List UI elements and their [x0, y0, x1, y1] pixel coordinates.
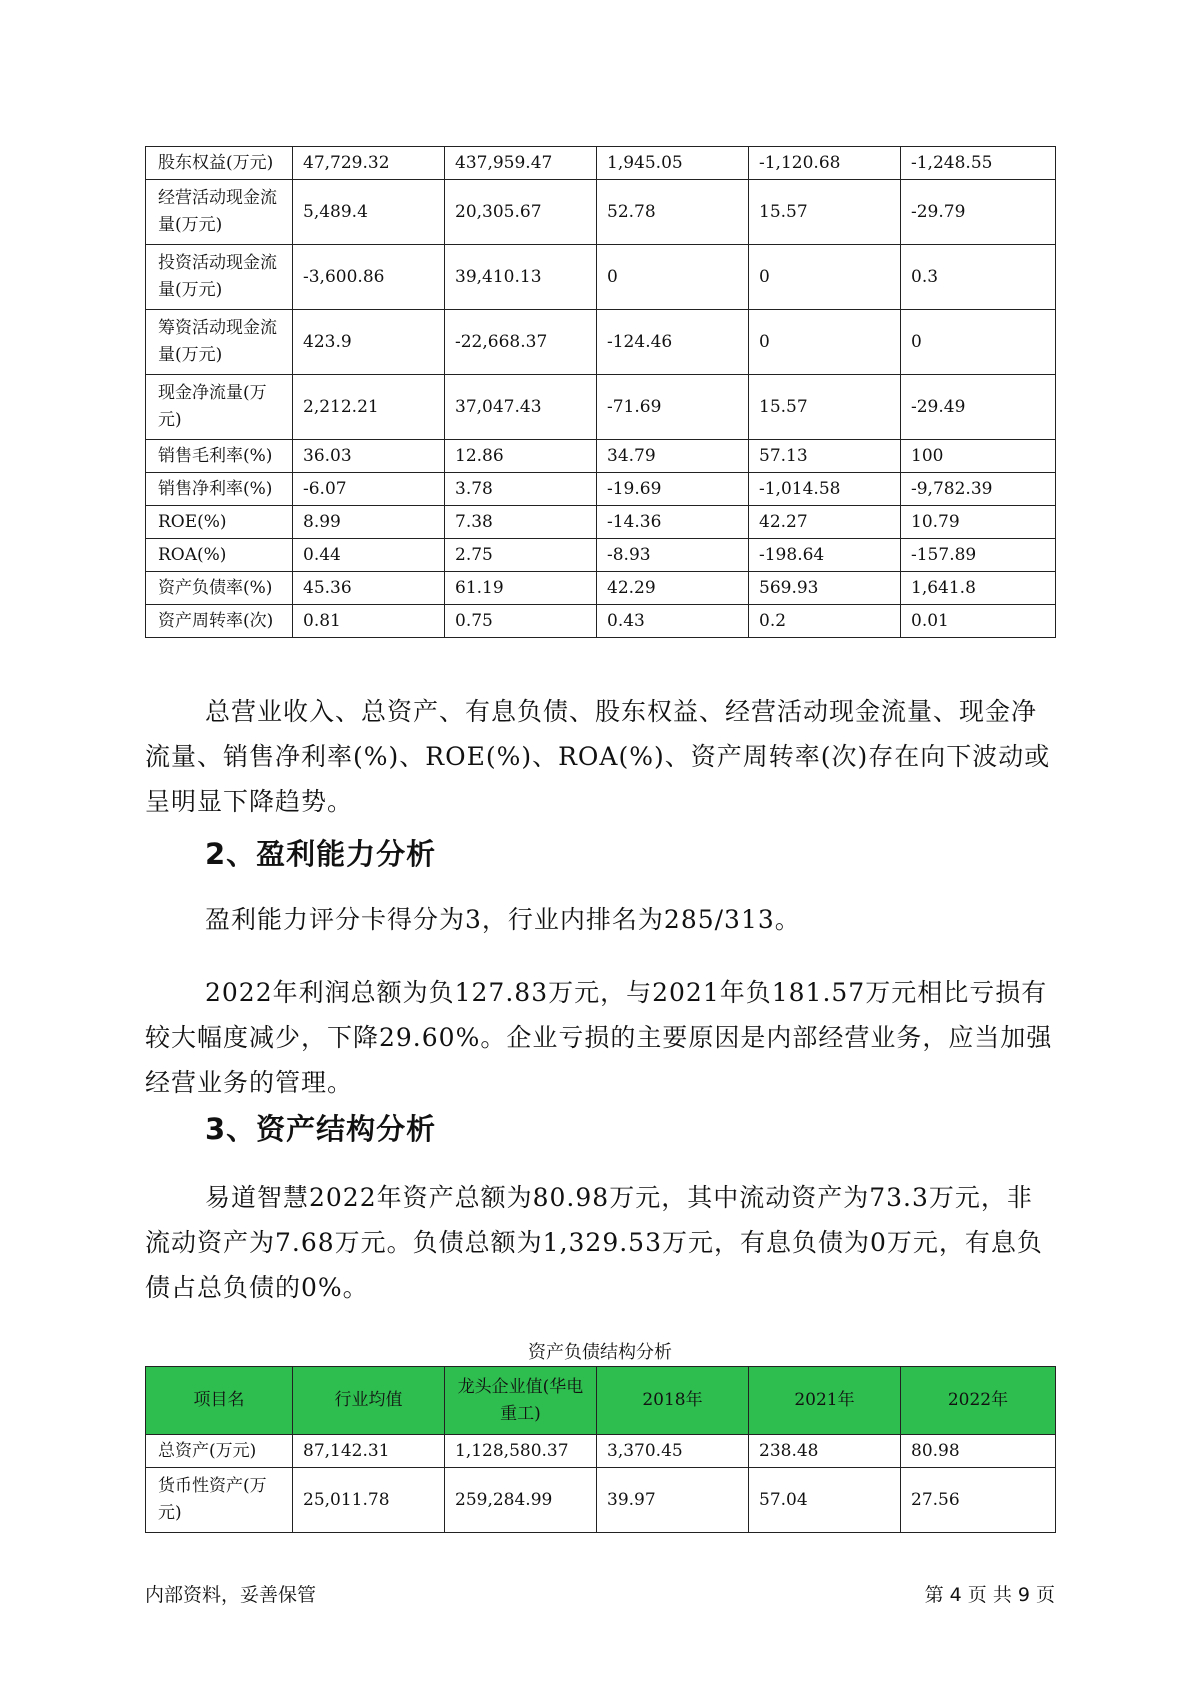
table-cell: 569.93	[749, 572, 901, 605]
table-cell: -157.89	[901, 539, 1056, 572]
table-row	[146, 310, 1056, 375]
table-cell: 7.38	[445, 506, 597, 539]
table-caption: 资产负债结构分析	[528, 1342, 672, 1363]
table-cell: 42.27	[749, 506, 901, 539]
asset-liability-structure-table	[145, 1366, 1056, 1533]
row-label: 销售毛利率(%)	[146, 440, 293, 473]
table-cell: 57.04	[749, 1468, 901, 1533]
table-cell: 37,047.43	[445, 375, 597, 440]
table-row	[146, 180, 1056, 245]
table-cell: 3,370.45	[597, 1435, 749, 1468]
table-cell: -1,248.55	[901, 147, 1056, 180]
table-row	[146, 375, 1056, 440]
table-cell: 20,305.67	[445, 180, 597, 245]
row-label: ROE(%)	[146, 506, 293, 539]
table-cell: 1,128,580.37	[445, 1435, 597, 1468]
table-cell: 2.75	[445, 539, 597, 572]
row-label: ROA(%)	[146, 539, 293, 572]
trend-paragraph: 总营业收入、总资产、有息负债、股东权益、经营活动现金流量、现金净流量、销售净利率(%)、ROE(%)、ROA(%)、资产周转率(次)存在向下波动或呈明显下降趋势。	[145, 697, 1051, 816]
assets-paragraph: 易道智慧2022年资产总额为80.98万元，其中流动资产为73.3万元，非流动资产为7.68万元。负债总额为1,329.53万元，有息负债为0万元，有息负债占总负债的0%。	[145, 1183, 1043, 1302]
row-label: 资产负债率(%)	[146, 572, 293, 605]
table-cell: 52.78	[597, 180, 749, 245]
table-row	[146, 473, 1056, 506]
table-cell: 0	[901, 310, 1056, 375]
table-cell: 0.44	[293, 539, 445, 572]
table-cell: -8.93	[597, 539, 749, 572]
row-label: 经营活动现金流量(万元)	[146, 180, 293, 245]
table-cell: 0.75	[445, 605, 597, 638]
table-cell: 1,945.05	[597, 147, 749, 180]
table-cell: 8.99	[293, 506, 445, 539]
table-cell: -29.79	[901, 180, 1056, 245]
table-cell: 0.2	[749, 605, 901, 638]
section-heading-profitability: 2、盈利能力分析	[205, 837, 437, 871]
footer-confidential-note: 内部资料，妥善保管	[145, 1584, 317, 1606]
table-cell: 42.29	[597, 572, 749, 605]
table-row	[146, 147, 1056, 180]
table-cell: -14.36	[597, 506, 749, 539]
table-cell: 27.56	[901, 1468, 1056, 1533]
row-label: 销售净利率(%)	[146, 473, 293, 506]
table-cell: 238.48	[749, 1435, 901, 1468]
row-label: 现金净流量(万元)	[146, 375, 293, 440]
table-header-row	[146, 1367, 1056, 1435]
table-cell: 34.79	[597, 440, 749, 473]
table-cell: 47,729.32	[293, 147, 445, 180]
table-cell: -3,600.86	[293, 245, 445, 310]
row-label: 货币性资产(万元)	[146, 1468, 293, 1533]
table-cell: -198.64	[749, 539, 901, 572]
table-row	[146, 539, 1056, 572]
row-label: 总资产(万元)	[146, 1435, 293, 1468]
row-label: 股东权益(万元)	[146, 147, 293, 180]
table-cell: 5,489.4	[293, 180, 445, 245]
score-paragraph: 盈利能力评分卡得分为3，行业内排名为285/313。	[205, 905, 801, 934]
row-label: 资产周转率(次)	[146, 605, 293, 638]
table-row	[146, 572, 1056, 605]
table-row	[146, 1435, 1056, 1468]
row-label: 投资活动现金流量(万元)	[146, 245, 293, 310]
table-cell: 0.01	[901, 605, 1056, 638]
table-cell: 15.57	[749, 180, 901, 245]
table-row	[146, 245, 1056, 310]
table-cell: 100	[901, 440, 1056, 473]
table-cell: 10.79	[901, 506, 1056, 539]
table-cell: 39.97	[597, 1468, 749, 1533]
table-cell: -22,668.37	[445, 310, 597, 375]
table-cell: -19.69	[597, 473, 749, 506]
table-row	[146, 506, 1056, 539]
table-cell: 87,142.31	[293, 1435, 445, 1468]
table-cell: 2,212.21	[293, 375, 445, 440]
table-cell: 1,641.8	[901, 572, 1056, 605]
table-cell: 39,410.13	[445, 245, 597, 310]
table-cell: 57.13	[749, 440, 901, 473]
table-cell: 3.78	[445, 473, 597, 506]
table-cell: 36.03	[293, 440, 445, 473]
column-header: 2021年	[749, 1367, 901, 1435]
table-cell: -1,120.68	[749, 147, 901, 180]
table-cell: -1,014.58	[749, 473, 901, 506]
column-header: 2018年	[597, 1367, 749, 1435]
table-cell: 0.43	[597, 605, 749, 638]
table-cell: -6.07	[293, 473, 445, 506]
table-cell: 0	[749, 245, 901, 310]
table-cell: 12.86	[445, 440, 597, 473]
table-cell: 61.19	[445, 572, 597, 605]
table-cell: 80.98	[901, 1435, 1056, 1468]
table-cell: -71.69	[597, 375, 749, 440]
table-cell: 0	[749, 310, 901, 375]
table-cell: 25,011.78	[293, 1468, 445, 1533]
table-cell: 15.57	[749, 375, 901, 440]
section-heading-asset-structure: 3、资产结构分析	[205, 1112, 437, 1146]
table-cell: 437,959.47	[445, 147, 597, 180]
table-cell: 45.36	[293, 572, 445, 605]
table-cell: 423.9	[293, 310, 445, 375]
table-row	[146, 440, 1056, 473]
profit-paragraph: 2022年利润总额为负127.83万元，与2021年负181.57万元相比亏损有较大幅度减少，下降29.60%。企业亏损的主要原因是内部经营业务，应当加强经营业务的管理。	[145, 978, 1053, 1097]
column-header: 项目名	[146, 1367, 293, 1435]
table-cell: -9,782.39	[901, 473, 1056, 506]
row-label: 筹资活动现金流量(万元)	[146, 310, 293, 375]
table-cell: 0.3	[901, 245, 1056, 310]
table-row	[146, 1468, 1056, 1533]
table-cell: 0	[597, 245, 749, 310]
column-header: 行业均值	[293, 1367, 445, 1435]
table-cell: 0.81	[293, 605, 445, 638]
column-header: 龙头企业值(华电重工)	[445, 1367, 597, 1435]
table-cell: -124.46	[597, 310, 749, 375]
footer-page-number: 第 4 页 共 9 页	[924, 1584, 1055, 1606]
column-header: 2022年	[901, 1367, 1056, 1435]
table-row	[146, 605, 1056, 638]
table-cell: -29.49	[901, 375, 1056, 440]
financial-metrics-table	[145, 146, 1056, 638]
table-cell: 259,284.99	[445, 1468, 597, 1533]
